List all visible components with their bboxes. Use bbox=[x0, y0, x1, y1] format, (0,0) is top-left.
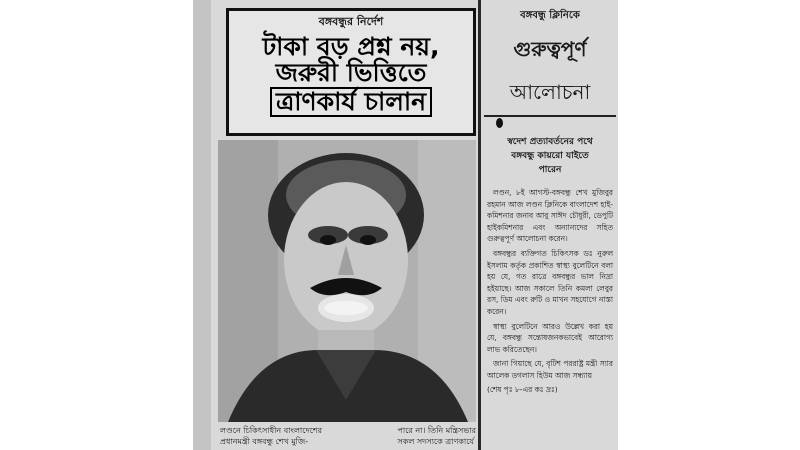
right-title-line-2: আলোচনা bbox=[484, 78, 616, 117]
right-title-line-1: গুরুত্বপূর্ণ bbox=[513, 37, 587, 61]
right-subhead bbox=[484, 135, 616, 177]
caption-left bbox=[220, 425, 322, 447]
right-subhead-line-3: পারেন bbox=[538, 165, 562, 175]
headline-kicker: বঙ্গবন্ধুর নির্দেশ bbox=[318, 15, 384, 28]
right-article-body bbox=[484, 187, 616, 382]
headline-box bbox=[226, 8, 476, 136]
caption-left-line-2: প্রধানমন্ত্রী বঙ্গবন্ধু শেখ মুজি- bbox=[220, 437, 309, 446]
caption-left-line-1: লণ্ডনে চিকিৎসাধীন বাংলাদেশের bbox=[220, 426, 323, 435]
bullet-icon bbox=[496, 118, 503, 128]
article-paragraph: স্বাস্থ্য বুলেটিনে আরও উল্লেখ করা হয় যে, বঙ্গবন্ধু সন্তোষজনকভাবেই আরোগ্য লাভ করিতেছেন। bbox=[487, 321, 613, 354]
headline-line-2: জরুরী ভিত্তিতে bbox=[275, 57, 427, 87]
caption-right-line-1: পারে না। তিনি মন্ত্রিসভার bbox=[397, 426, 476, 435]
page-left-margin bbox=[193, 0, 211, 450]
right-kicker: বঙ্গবন্ধু ক্লিনিকে bbox=[520, 10, 580, 21]
article-paragraph: লণ্ডন, ৮ই আগস্ট-বঙ্গবন্ধু শেখ মুজিবুর রহমান আজ লণ্ডন ক্লিনিকে বাংলাদেশ হাই- কমিশনার জনাব আবু সাঈদ চৌধুরী, ডেপুটি হাইকমিশনার এবং অন্যান্যদের সহিত গুরুত্বপূর্ণ আলোচনা করেন। bbox=[487, 188, 613, 244]
article-paragraph: জানা গিয়াছে যে, বৃটিশ পররাষ্ট্র মন্ত্রী স্যার আলেক ডগলাস হিউম আজ সন্ধ্যায় bbox=[487, 359, 613, 380]
portrait-illustration bbox=[218, 140, 476, 422]
right-column-article bbox=[484, 0, 616, 450]
column-divider bbox=[478, 0, 481, 450]
caption-right bbox=[397, 425, 476, 447]
right-subhead-line-1: স্বদেশ প্রত্যাবর্তনের পথে bbox=[507, 137, 593, 147]
article-paragraph: বঙ্গবন্ধুর ব্যক্তিগত চিকিৎসক ডঃ নুরুল ইসলাম কর্তৃক প্রকাশিত স্বাস্থ্য বুলেটিনে বলা হয় যে, গত রাত্রে বঙ্গবন্ধুর ভাল নিদ্রা হইয়াছে। আজ সকালে তিনি কমলা লেবুর রস, ডিম এবং রুটি ও মাখন সহযোগে নাস্তা করেন। bbox=[487, 248, 613, 316]
portrait-photo bbox=[218, 140, 476, 422]
headline-line-3: ত্রাণকার্য চালান bbox=[270, 87, 432, 117]
caption-right-line-2: সকল সদস্যকে ত্রাণকার্যে bbox=[397, 437, 475, 446]
photo-caption bbox=[220, 425, 476, 447]
headline-line-1: টাকা বড় প্রশ্ন নয়, bbox=[262, 32, 440, 61]
right-subhead-line-2: বঙ্গবন্ধু কায়রো যাইতে bbox=[511, 151, 589, 161]
continued-note: (শেষ পৃঃ ৮-এর কঃ দ্রঃ) bbox=[487, 384, 558, 394]
